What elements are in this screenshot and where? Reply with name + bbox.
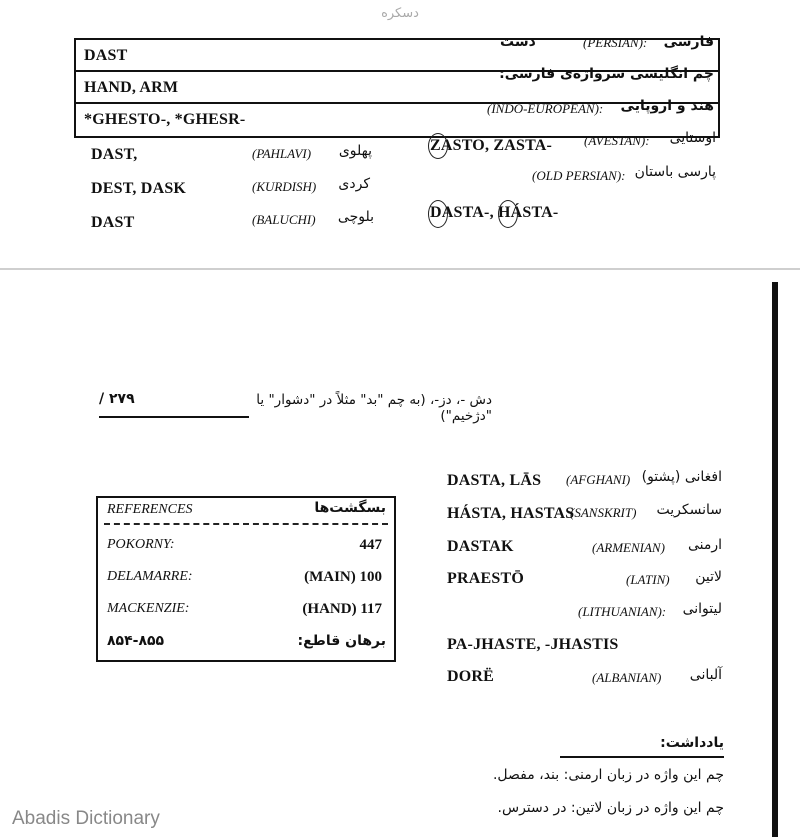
cognate-lang: (ALBANIAN) [592,670,662,685]
cognate-word: DASTAK [447,538,514,555]
cognate-lang: (AFGHANI) [566,472,631,487]
cognate-word: PRAESTŌ [447,570,524,587]
cognate-fa: افغانی (پشتو) [641,469,722,485]
cognate-word: PA-JHASTE, -JHASTIS [447,636,619,653]
cognate-lang: (SANSKRIT) [570,505,637,520]
cognate-word: DEST, DASK [91,180,187,197]
cognate-fa: سانسکریت [656,502,722,518]
avestan-lang: (AVESTAN): [584,133,650,148]
avestan-fa: اوستایی [669,130,716,146]
cognate-lang: (PAHLAVI) [252,146,312,161]
cognate-word: DAST [91,214,135,231]
cognate-word: DAST, [91,146,138,163]
page-divider [0,268,800,270]
annotation-circle [428,200,448,228]
page-number: / ۲۷۹ [99,391,135,407]
persian-lang: (PERSIAN): [583,35,648,50]
reference-value: ۸۵۴-۸۵۵ [107,633,165,649]
english-meaning: HAND, ARM [84,79,179,96]
reference-label: MACKENZIE: [107,601,190,616]
reference-value: (HAND) 117 [302,601,382,617]
persian-word: دست [500,34,536,50]
annotation-circle [428,133,448,159]
cognate-lang: (BALUCHI) [252,212,316,227]
old-persian-lang: (OLD PERSIAN): [532,168,626,183]
old-persian-fa: پارسی باستان [634,164,716,180]
site-title: دسکره [381,6,419,21]
notes-title-underline [560,756,724,758]
reference-label: DELAMARRE: [107,569,193,584]
old-persian-word: DASTA-, HÁSTA- [430,204,559,221]
cognate-lang: (KURDISH) [252,179,317,194]
cognate-lang: (LATIN) [626,572,670,587]
cognate-fa: ارمنی [687,537,722,553]
cognate-lang: (LITHUANIAN): [578,604,667,619]
cognate-word: HÁSTA, HASTAS [447,505,575,522]
ie-root: *GHESTO-, *GHESR- [84,111,246,128]
reference-label: POKORNY: [107,537,175,552]
annotation-circle [498,200,518,228]
cognate-fa: لیتوانی [682,601,722,617]
avestan-word: ZASTO, ZASTA- [430,137,553,154]
cognate-fa: کردی [338,176,370,192]
cognate-fa: بلوچی [337,209,374,225]
references-header-fa: بسگشت‌ها [314,500,386,516]
references-header-en: REFERENCES [107,502,193,517]
page-header-text: دش -، دز-، (به چم "بد" مثلاً در "دشوار" یا "دژخیم") [256,392,492,424]
english-label: چم انگلیسی سرواژه‌ی فارسی: [499,66,714,82]
cognate-word: DORË [447,668,495,685]
cognate-word: DASTA, LĀS [447,472,542,489]
persian-translit: DAST [84,47,128,64]
cognate-fa: پهلوی [338,143,372,159]
watermark: Abadis Dictionary [12,808,160,829]
notes-title: یادداشت: [660,735,724,751]
references-dashed-divider [104,523,388,525]
reference-value: 447 [359,537,382,553]
cognate-lang: (ARMENIAN) [592,540,665,555]
note-line: چم این واژه در زبان لاتین: در دسترس. [497,800,724,816]
reference-label: برهان قاطع: [297,633,386,649]
ie-lang: (INDO-EUROPEAN): [487,101,604,116]
page-edge [772,282,778,837]
cognate-fa: لاتین [695,569,722,585]
cognate-fa: آلبانی [689,667,722,683]
reference-value: (MAIN) 100 [304,569,382,585]
note-line: چم این واژه در زبان ارمنی: بند، مفصل. [492,767,724,783]
persian-label: فارسی [663,34,714,50]
header-underline [99,416,249,418]
ie-label: هند و اروپایی [620,98,714,114]
